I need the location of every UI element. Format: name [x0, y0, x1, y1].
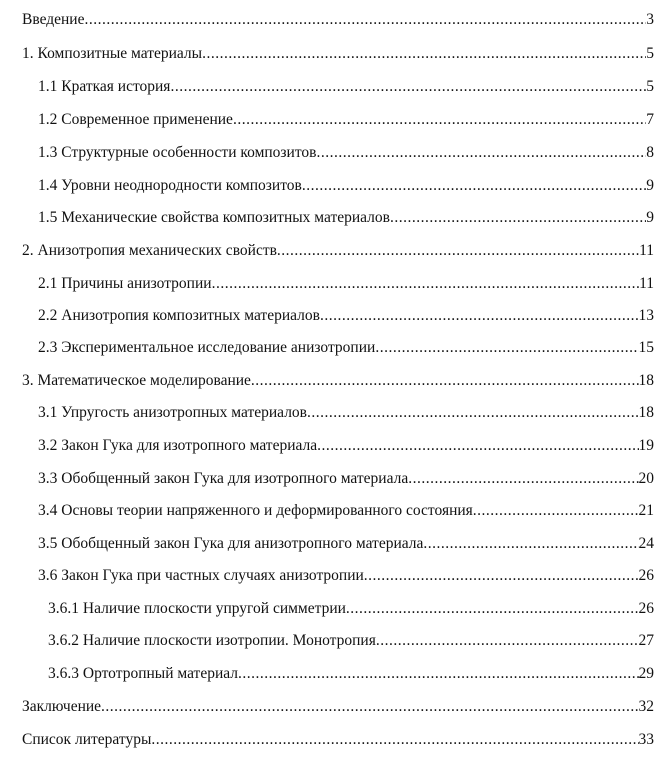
- toc-dot-leader: [84, 8, 646, 32]
- toc-dot-leader: [302, 174, 646, 198]
- toc-entry-3-6-1[interactable]: [48, 597, 654, 621]
- toc-entry-chapter-3[interactable]: [22, 369, 654, 393]
- toc-entry-title: 2. Анизотропия механических свойств: [22, 242, 277, 259]
- toc-entry-title: 2.1 Причины анизотропии: [38, 275, 212, 292]
- toc-entry-title: 3.1 Упругость анизотропных материалов: [38, 404, 307, 421]
- toc-dot-leader: [317, 434, 638, 458]
- toc-dot-leader: [277, 239, 639, 263]
- toc-entry-title: 3.2 Закон Гука для изотропного материала: [38, 437, 318, 454]
- toc-page-number: 21: [638, 502, 654, 519]
- toc-entry-title: 3.5 Обобщенный закон Гука для анизотропного материала: [38, 535, 424, 552]
- toc-entry-references[interactable]: [22, 728, 654, 752]
- toc-dot-leader: [376, 629, 639, 653]
- toc-entry-3-5[interactable]: [38, 532, 654, 556]
- toc-dot-leader: [346, 597, 639, 621]
- toc-entry-3-6-2[interactable]: [48, 629, 654, 653]
- toc-dot-leader: [307, 401, 639, 425]
- toc-entry-title: Заключение: [22, 698, 102, 715]
- toc-dot-leader: [233, 108, 646, 132]
- toc-dot-leader: [423, 532, 638, 556]
- toc-entry-title: 3.4 Основы теории напряженного и деформированного состояния: [38, 502, 473, 519]
- toc-entry-2-1[interactable]: [38, 272, 654, 296]
- toc-entry-title: 1.3 Структурные особенности композитов: [38, 144, 317, 161]
- toc-dot-leader: [202, 42, 646, 66]
- toc-entry-title: 1. Композитные материалы: [22, 45, 203, 62]
- toc-page-number: 7: [646, 111, 654, 128]
- toc-entry-1-4[interactable]: [38, 174, 654, 198]
- toc-entry-title: 3.6 Закон Гука при частных случаях анизотропии: [38, 567, 364, 584]
- toc-dot-leader: [320, 304, 639, 328]
- toc-entry-title: 3.6.2 Наличие плоскости изотропии. Монотропия: [48, 632, 376, 649]
- toc-entry-title: 3.6.1 Наличие плоскости упругой симметрии: [48, 600, 346, 617]
- toc-entry-1-1[interactable]: [38, 75, 654, 99]
- toc-entry-title: Введение: [22, 11, 85, 28]
- toc-dot-leader: [408, 467, 638, 491]
- toc-page-number: 5: [646, 78, 654, 95]
- toc-entry-3-4[interactable]: [38, 499, 654, 523]
- toc-page-number: 27: [638, 632, 654, 649]
- toc-page-number: 9: [646, 177, 654, 194]
- toc-dot-leader: [375, 336, 638, 360]
- toc-page-number: 18: [638, 372, 654, 389]
- toc-entry-conclusion[interactable]: [22, 695, 654, 719]
- toc-dot-leader: [364, 564, 639, 588]
- toc-entry-title: 3.6.3 Ортотропный материал: [48, 665, 238, 682]
- toc-entry-2-2[interactable]: [38, 304, 654, 328]
- toc-dot-leader: [473, 499, 639, 523]
- toc-dot-leader: [151, 728, 638, 752]
- toc-page-number: 20: [638, 470, 654, 487]
- toc-dot-leader: [390, 206, 646, 230]
- toc-dot-leader: [101, 695, 638, 719]
- toc-dot-leader: [251, 369, 639, 393]
- toc-entry-title: 3.3 Обобщенный закон Гука для изотропного материала: [38, 470, 409, 487]
- toc-page-number: 8: [646, 144, 654, 161]
- toc-page-number: 29: [638, 665, 654, 682]
- toc-dot-leader: [317, 141, 647, 165]
- toc-entry-chapter-1[interactable]: [22, 42, 654, 66]
- toc-entry-3-1[interactable]: [38, 401, 654, 425]
- toc-entry-title: 2.3 Экспериментальное исследование анизотропии: [38, 339, 376, 356]
- toc-entry-title: 1.5 Механические свойства композитных материалов: [38, 209, 390, 226]
- toc-page-number: 3: [646, 11, 654, 28]
- toc-entry-1-5[interactable]: [38, 206, 654, 230]
- toc-page-number: 24: [638, 535, 654, 552]
- toc-dot-leader: [238, 662, 639, 686]
- toc-entry-3-2[interactable]: [38, 434, 654, 458]
- toc-page-number: 5: [646, 45, 654, 62]
- toc-dot-leader: [170, 75, 646, 99]
- toc-entry-title: 3. Математическое моделирование: [22, 372, 251, 389]
- toc-page-number: 19: [638, 437, 654, 454]
- toc-entry-1-3[interactable]: [38, 141, 654, 165]
- toc-entry-introduction[interactable]: [22, 8, 654, 32]
- toc-entry-title: 1.1 Краткая история: [38, 78, 171, 95]
- toc-page-number: 33: [638, 731, 654, 748]
- toc-entry-title: 2.2 Анизотропия композитных материалов: [38, 307, 320, 324]
- toc-page-number: 11: [639, 275, 654, 292]
- toc-page-number: 26: [638, 600, 654, 617]
- toc-page-number: 9: [646, 209, 654, 226]
- toc-entry-2-3[interactable]: [38, 336, 654, 360]
- toc-page-number: 32: [638, 698, 654, 715]
- toc-page-number: 18: [638, 404, 654, 421]
- toc-entry-1-2[interactable]: [38, 108, 654, 132]
- toc-entry-title: 1.4 Уровни неоднородности композитов: [38, 177, 302, 194]
- toc-dot-leader: [212, 272, 640, 296]
- toc-entry-3-3[interactable]: [38, 467, 654, 491]
- toc-page-number: 13: [638, 307, 654, 324]
- toc-entry-title: Список литературы: [22, 731, 152, 748]
- toc-entry-title: 1.2 Современное применение: [38, 111, 233, 128]
- toc-page-number: 15: [638, 339, 654, 356]
- toc-entry-chapter-2[interactable]: [22, 239, 654, 263]
- toc-entry-3-6[interactable]: [38, 564, 654, 588]
- toc-page-number: 11: [639, 242, 654, 259]
- toc-entry-3-6-3[interactable]: [48, 662, 654, 686]
- toc-page-number: 26: [638, 567, 654, 584]
